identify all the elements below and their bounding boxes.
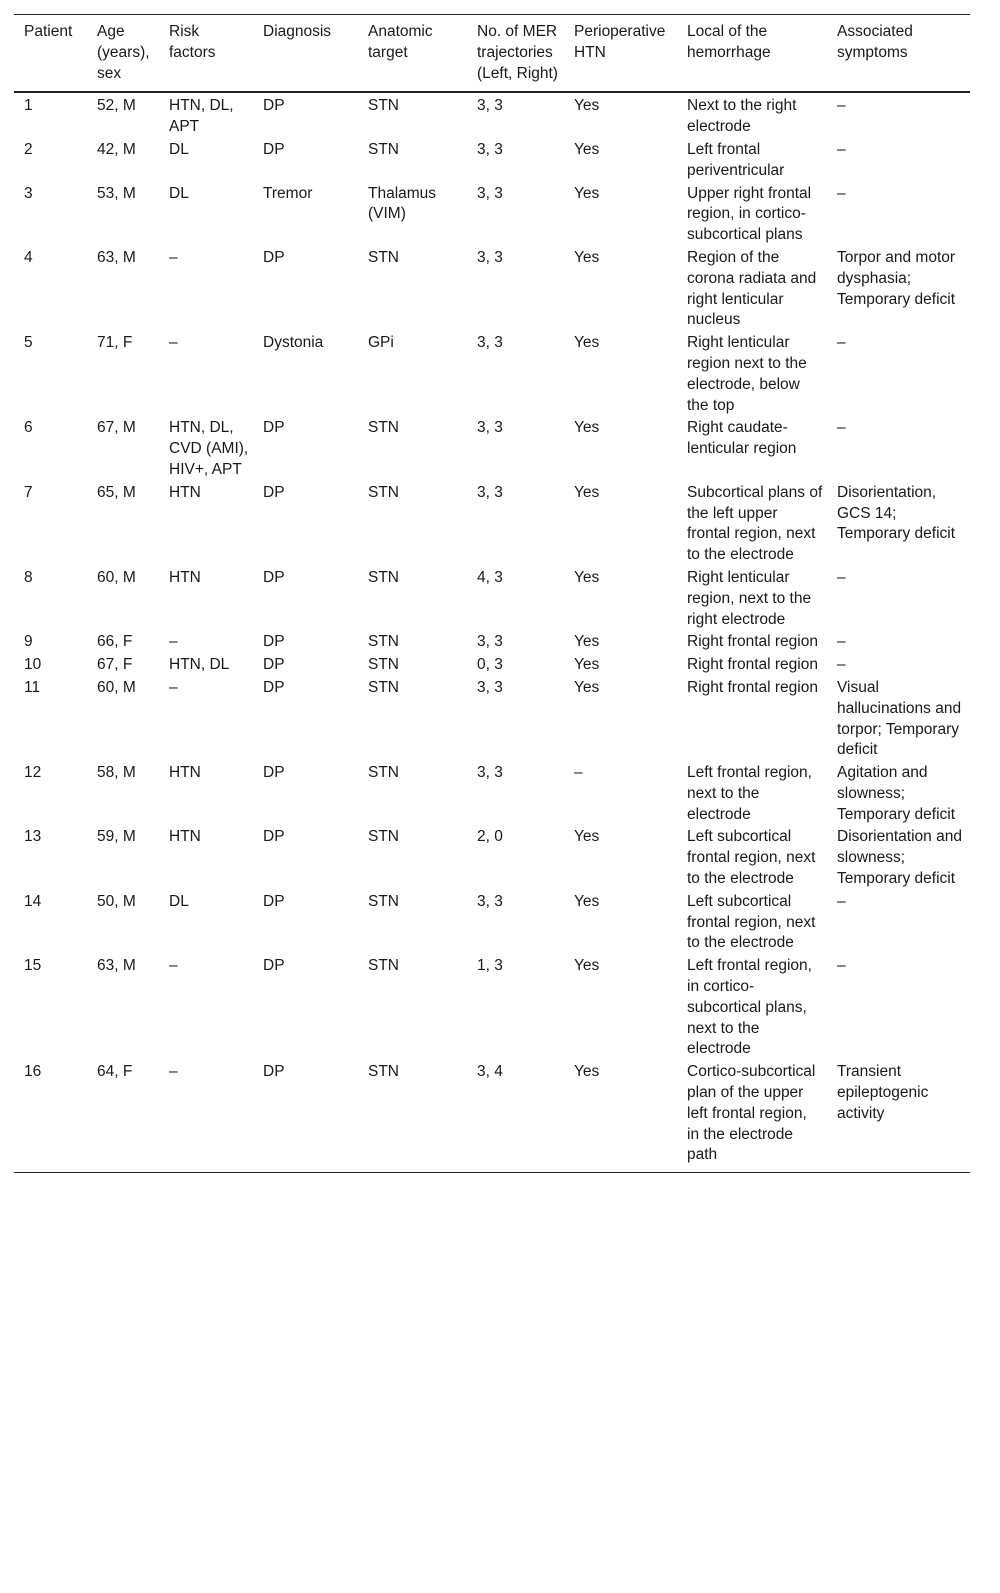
table-cell: DL bbox=[169, 892, 189, 910]
table-row bbox=[14, 954, 970, 1060]
table-cell: 5 bbox=[24, 334, 33, 352]
table-cell: Next to the right electrode bbox=[687, 97, 797, 136]
table-cell: Yes bbox=[574, 828, 600, 846]
table-cell: DP bbox=[263, 97, 285, 115]
table-cell: 8 bbox=[24, 568, 33, 586]
table-cell: Yes bbox=[574, 184, 600, 202]
table-cell: 71, F bbox=[97, 334, 133, 352]
table-cell: STN bbox=[368, 678, 399, 696]
table-container bbox=[14, 14, 970, 1173]
column-header: Anatomic target bbox=[368, 23, 433, 61]
table-cell: DP bbox=[263, 140, 285, 158]
table-cell: Left frontal periventricular bbox=[687, 140, 785, 179]
table-header bbox=[14, 15, 970, 93]
table-cell: DL bbox=[169, 140, 189, 158]
table-cell: Yes bbox=[574, 140, 600, 158]
table-cell: – bbox=[837, 892, 846, 910]
table-cell: STN bbox=[368, 483, 399, 501]
table-cell: GPi bbox=[368, 334, 394, 352]
table-cell: – bbox=[837, 334, 846, 352]
table-row bbox=[14, 653, 970, 676]
table-cell: 3, 3 bbox=[477, 633, 503, 651]
table-row bbox=[14, 825, 970, 889]
table-cell: Right lenticular region next to the electrode, below the top bbox=[687, 334, 807, 414]
table-cell: HTN bbox=[169, 483, 201, 501]
table-cell: HTN bbox=[169, 568, 201, 586]
table-cell: 59, M bbox=[97, 828, 136, 846]
table-cell: Torpor and motor dysphasia; Temporary deficit bbox=[837, 248, 956, 308]
column-header: Associated symptoms bbox=[837, 23, 913, 61]
table-cell: – bbox=[574, 764, 583, 782]
table-row bbox=[14, 416, 970, 480]
table-cell: DP bbox=[263, 248, 285, 266]
table-cell: Left subcortical frontal region, next to the electrode bbox=[687, 828, 816, 888]
table-cell: Yes bbox=[574, 656, 600, 674]
table-body bbox=[14, 92, 970, 1172]
table-cell: DP bbox=[263, 957, 285, 975]
table-cell: 13 bbox=[24, 828, 42, 846]
table-cell: 15 bbox=[24, 957, 42, 975]
table-cell: Left frontal region, next to the electrode bbox=[687, 764, 812, 823]
table-cell: – bbox=[837, 419, 846, 437]
table-cell: 3, 3 bbox=[477, 483, 503, 501]
table-cell: 3, 3 bbox=[477, 764, 503, 782]
table-cell: 50, M bbox=[97, 892, 136, 910]
table-cell: 66, F bbox=[97, 633, 133, 651]
table-cell: – bbox=[169, 1063, 178, 1081]
table-row bbox=[14, 676, 970, 761]
table-cell: Yes bbox=[574, 248, 600, 266]
table-cell: DP bbox=[263, 419, 285, 437]
table-cell: 3, 3 bbox=[477, 892, 503, 910]
table-cell: Region of the corona radiata and right lenticular nucleus bbox=[687, 248, 817, 329]
table-cell: DL bbox=[169, 184, 189, 202]
table-cell: 52, M bbox=[97, 97, 136, 115]
table-cell: 1 bbox=[24, 97, 33, 115]
table-cell: HTN, DL, APT bbox=[169, 97, 234, 136]
table-row bbox=[14, 630, 970, 653]
table-row bbox=[14, 566, 970, 630]
table-cell: Visual hallucinations and torpor; Temporary deficit bbox=[837, 678, 962, 759]
table-cell: Tremor bbox=[263, 184, 313, 202]
table-cell: Disorientation, GCS 14; Temporary deficit bbox=[837, 483, 956, 543]
table-cell: Agitation and slowness; Temporary deficit bbox=[837, 764, 956, 823]
table-cell: DP bbox=[263, 568, 285, 586]
table-cell: 10 bbox=[24, 656, 42, 674]
table-cell: STN bbox=[368, 140, 399, 158]
table-cell: Transient epileptogenic activity bbox=[837, 1063, 929, 1122]
table-cell: 3, 3 bbox=[477, 334, 503, 352]
column-header: Local of the hemorrhage bbox=[687, 23, 771, 61]
table-cell: 67, M bbox=[97, 419, 136, 437]
table-cell: 1, 3 bbox=[477, 957, 503, 975]
table-cell: 63, M bbox=[97, 248, 136, 266]
table-cell: DP bbox=[263, 678, 285, 696]
table-cell: 3, 3 bbox=[477, 140, 503, 158]
table-cell: Left subcortical frontal region, next to the electrode bbox=[687, 892, 816, 952]
column-header: Perioperative HTN bbox=[574, 23, 666, 61]
table-cell: STN bbox=[368, 957, 399, 975]
table-row bbox=[14, 138, 970, 182]
table-cell: – bbox=[837, 957, 846, 975]
table-cell: – bbox=[169, 334, 178, 352]
table-cell: – bbox=[169, 633, 178, 651]
table-cell: – bbox=[837, 568, 846, 586]
table-cell: 42, M bbox=[97, 140, 136, 158]
table-cell: 3 bbox=[24, 184, 33, 202]
table-cell: – bbox=[169, 957, 178, 975]
table-cell: 2 bbox=[24, 140, 33, 158]
table-cell: STN bbox=[368, 1063, 399, 1081]
table-cell: – bbox=[837, 633, 846, 651]
table-cell: STN bbox=[368, 764, 399, 782]
table-row bbox=[14, 182, 970, 246]
table-row bbox=[14, 481, 970, 566]
table-cell: 3, 3 bbox=[477, 678, 503, 696]
table-cell: Right lenticular region, next to the right electrode bbox=[687, 568, 812, 628]
table-cell: Yes bbox=[574, 957, 600, 975]
table-cell: Thalamus (VIM) bbox=[368, 184, 437, 223]
table-cell: 14 bbox=[24, 892, 42, 910]
table-cell: 0, 3 bbox=[477, 656, 503, 674]
table-cell: Yes bbox=[574, 334, 600, 352]
header-row bbox=[14, 15, 970, 93]
table-cell: Right caudate-lenticular region bbox=[687, 419, 797, 458]
table-row bbox=[14, 761, 970, 825]
table-cell: 3, 3 bbox=[477, 248, 503, 266]
table-cell: Right frontal region bbox=[687, 633, 818, 651]
table-cell: 60, M bbox=[97, 568, 136, 586]
table-cell: DP bbox=[263, 828, 285, 846]
table-cell: – bbox=[837, 140, 846, 158]
column-header: Patient bbox=[24, 23, 73, 40]
table-cell: HTN bbox=[169, 828, 201, 846]
table-cell: STN bbox=[368, 892, 399, 910]
table-cell: 67, F bbox=[97, 656, 133, 674]
table-cell: 65, M bbox=[97, 483, 136, 501]
table-cell: – bbox=[837, 184, 846, 202]
table-cell: Subcortical plans of the left upper frontal region, next to the electrode bbox=[687, 483, 823, 564]
table-cell: STN bbox=[368, 633, 399, 651]
table-cell: 60, M bbox=[97, 678, 136, 696]
table-cell: – bbox=[169, 248, 178, 266]
table-row bbox=[14, 331, 970, 416]
table-cell: STN bbox=[368, 248, 399, 266]
table-cell: 58, M bbox=[97, 764, 136, 782]
patient-hemorrhage-table bbox=[14, 14, 970, 1173]
column-header: Diagnosis bbox=[263, 23, 332, 40]
table-cell: 6 bbox=[24, 419, 33, 437]
table-cell: 64, F bbox=[97, 1063, 133, 1081]
table-cell: Yes bbox=[574, 97, 600, 115]
table-cell: Yes bbox=[574, 568, 600, 586]
table-cell: 16 bbox=[24, 1063, 42, 1081]
table-cell: DP bbox=[263, 764, 285, 782]
column-header: Age (years), sex bbox=[97, 23, 150, 82]
table-cell: 12 bbox=[24, 764, 42, 782]
table-cell: Cortico-subcortical plan of the upper left frontal region, in the electrode path bbox=[687, 1063, 816, 1164]
table-cell: 2, 0 bbox=[477, 828, 503, 846]
table-cell: 3, 3 bbox=[477, 184, 503, 202]
table-row bbox=[14, 890, 970, 954]
table-cell: 11 bbox=[24, 678, 41, 696]
table-row bbox=[14, 1060, 970, 1172]
table-cell: 7 bbox=[24, 483, 33, 501]
table-cell: STN bbox=[368, 97, 399, 115]
table-row bbox=[14, 246, 970, 331]
table-cell: HTN, DL, CVD (AMI), HIV+, APT bbox=[169, 419, 249, 478]
table-cell: Yes bbox=[574, 419, 600, 437]
table-cell: 3, 3 bbox=[477, 419, 503, 437]
table-cell: STN bbox=[368, 656, 399, 674]
table-cell: 9 bbox=[24, 633, 33, 651]
table-cell: DP bbox=[263, 483, 285, 501]
column-header: No. of MER trajectories (Left, Right) bbox=[477, 23, 558, 82]
table-cell: 3, 4 bbox=[477, 1063, 503, 1081]
column-header: Risk factors bbox=[169, 23, 216, 61]
table-cell: Disorientation and slowness; Temporary deficit bbox=[837, 828, 962, 888]
table-cell: Right frontal region bbox=[687, 678, 818, 696]
table-cell: Right frontal region bbox=[687, 656, 818, 674]
table-cell: HTN bbox=[169, 764, 201, 782]
table-cell: 4 bbox=[24, 248, 33, 266]
table-cell: STN bbox=[368, 419, 399, 437]
table-cell: DP bbox=[263, 656, 285, 674]
table-cell: – bbox=[169, 678, 178, 696]
table-cell: Left frontal region, in cortico-subcortical plans, next to the electrode bbox=[687, 957, 812, 1058]
table-cell: Yes bbox=[574, 1063, 600, 1081]
table-cell: DP bbox=[263, 633, 285, 651]
table-cell: Yes bbox=[574, 892, 600, 910]
table-cell: Upper right frontal region, in cortico-subcortical plans bbox=[687, 184, 812, 244]
table-cell: HTN, DL bbox=[169, 656, 230, 674]
table-cell: Yes bbox=[574, 678, 600, 696]
table-cell: Yes bbox=[574, 483, 600, 501]
table-cell: – bbox=[837, 656, 846, 674]
table-cell: 3, 3 bbox=[477, 97, 503, 115]
table-cell: 4, 3 bbox=[477, 568, 503, 586]
table-cell: DP bbox=[263, 1063, 285, 1081]
table-row bbox=[14, 92, 970, 138]
table-cell: DP bbox=[263, 892, 285, 910]
table-cell: Yes bbox=[574, 633, 600, 651]
table-cell: STN bbox=[368, 568, 399, 586]
table-cell: STN bbox=[368, 828, 399, 846]
table-cell: 63, M bbox=[97, 957, 136, 975]
table-cell: – bbox=[837, 97, 846, 115]
table-cell: 53, M bbox=[97, 184, 136, 202]
table-cell: Dystonia bbox=[263, 334, 324, 352]
